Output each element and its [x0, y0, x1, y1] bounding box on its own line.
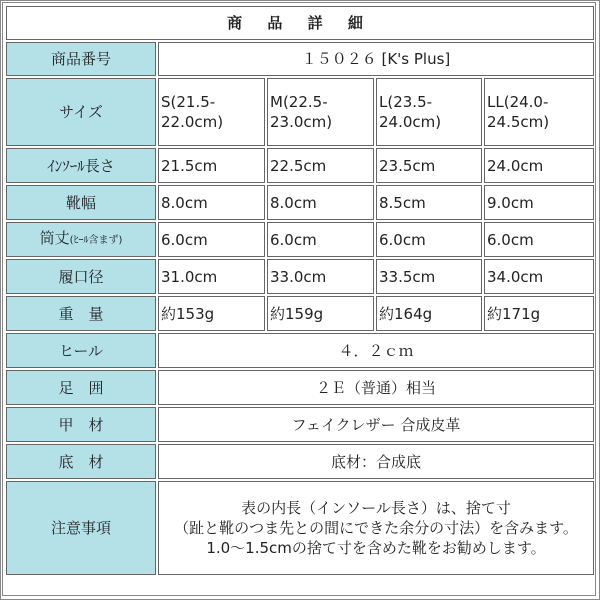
opening-ll: 34.0cm	[484, 259, 594, 294]
label-shaft-text: 筒丈	[39, 229, 70, 247]
value-upper: フェイクレザー 合成皮革	[158, 407, 594, 442]
shaft-ll: 6.0cm	[484, 222, 594, 257]
table-title: 商 品 詳 細	[6, 6, 594, 40]
size-l: L(23.5-24.0cm)	[376, 78, 482, 146]
row-notes	[6, 481, 594, 575]
row-weight	[6, 296, 594, 331]
notes-line-2: （趾と靴のつま先との間にできた余分の寸法）を含みます。	[174, 519, 578, 537]
row-sole	[6, 444, 594, 479]
opening-l: 33.5cm	[376, 259, 482, 294]
title-row	[6, 6, 594, 40]
insole-s: 21.5cm	[158, 148, 265, 183]
label-notes: 注意事項	[6, 481, 156, 575]
row-heel	[6, 333, 594, 368]
value-sole: 底材：合成底	[158, 444, 594, 479]
size-m: M(22.5-23.0cm)	[267, 78, 374, 146]
notes-line-3: 1.0～1.5cmの捨て寸を含めた靴をお勧めします。	[206, 539, 546, 557]
label-product-number: 商品番号	[6, 42, 156, 76]
opening-m: 33.0cm	[267, 259, 374, 294]
label-shaft	[6, 222, 156, 257]
insole-l: 23.5cm	[376, 148, 482, 183]
label-opening: 履口径	[6, 259, 156, 294]
size-s: S(21.5-22.0cm)	[158, 78, 265, 146]
weight-ll: 約171g	[484, 296, 594, 331]
row-insole	[6, 148, 594, 183]
product-details-table	[4, 4, 596, 577]
label-shaft-note: (ﾋｰﾙ含まず)	[69, 235, 123, 246]
row-shaft	[6, 222, 594, 257]
width-l: 8.5cm	[376, 185, 482, 220]
label-heel: ヒール	[6, 333, 156, 368]
row-opening	[6, 259, 594, 294]
row-girth	[6, 370, 594, 405]
weight-l: 約164g	[376, 296, 482, 331]
opening-s: 31.0cm	[158, 259, 265, 294]
insole-ll: 24.0cm	[484, 148, 594, 183]
width-s: 8.0cm	[158, 185, 265, 220]
shaft-m: 6.0cm	[267, 222, 374, 257]
insole-m: 22.5cm	[267, 148, 374, 183]
shaft-s: 6.0cm	[158, 222, 265, 257]
shaft-l: 6.0cm	[376, 222, 482, 257]
value-heel: ４．２ｃｍ	[158, 333, 594, 368]
row-width	[6, 185, 594, 220]
label-width: 靴幅	[6, 185, 156, 220]
row-upper	[6, 407, 594, 442]
row-product-number	[6, 42, 594, 76]
label-sole: 底 材	[6, 444, 156, 479]
row-size	[6, 78, 594, 146]
size-ll: LL(24.0-24.5cm)	[484, 78, 594, 146]
weight-s: 約153g	[158, 296, 265, 331]
weight-m: 約159g	[267, 296, 374, 331]
label-insole: ｲﾝｿｰﾙ長さ	[6, 148, 156, 183]
notes-line-1: 表の内長（インソール長さ）は、捨て寸	[241, 499, 511, 517]
label-girth: 足 囲	[6, 370, 156, 405]
value-girth: ２Ｅ（普通）相当	[158, 370, 594, 405]
label-upper: 甲 材	[6, 407, 156, 442]
value-product-number: １５０２６ [K's Plus]	[158, 42, 594, 76]
width-ll: 9.0cm	[484, 185, 594, 220]
width-m: 8.0cm	[267, 185, 374, 220]
label-weight: 重 量	[6, 296, 156, 331]
value-notes	[158, 481, 594, 575]
label-size: サイズ	[6, 78, 156, 146]
